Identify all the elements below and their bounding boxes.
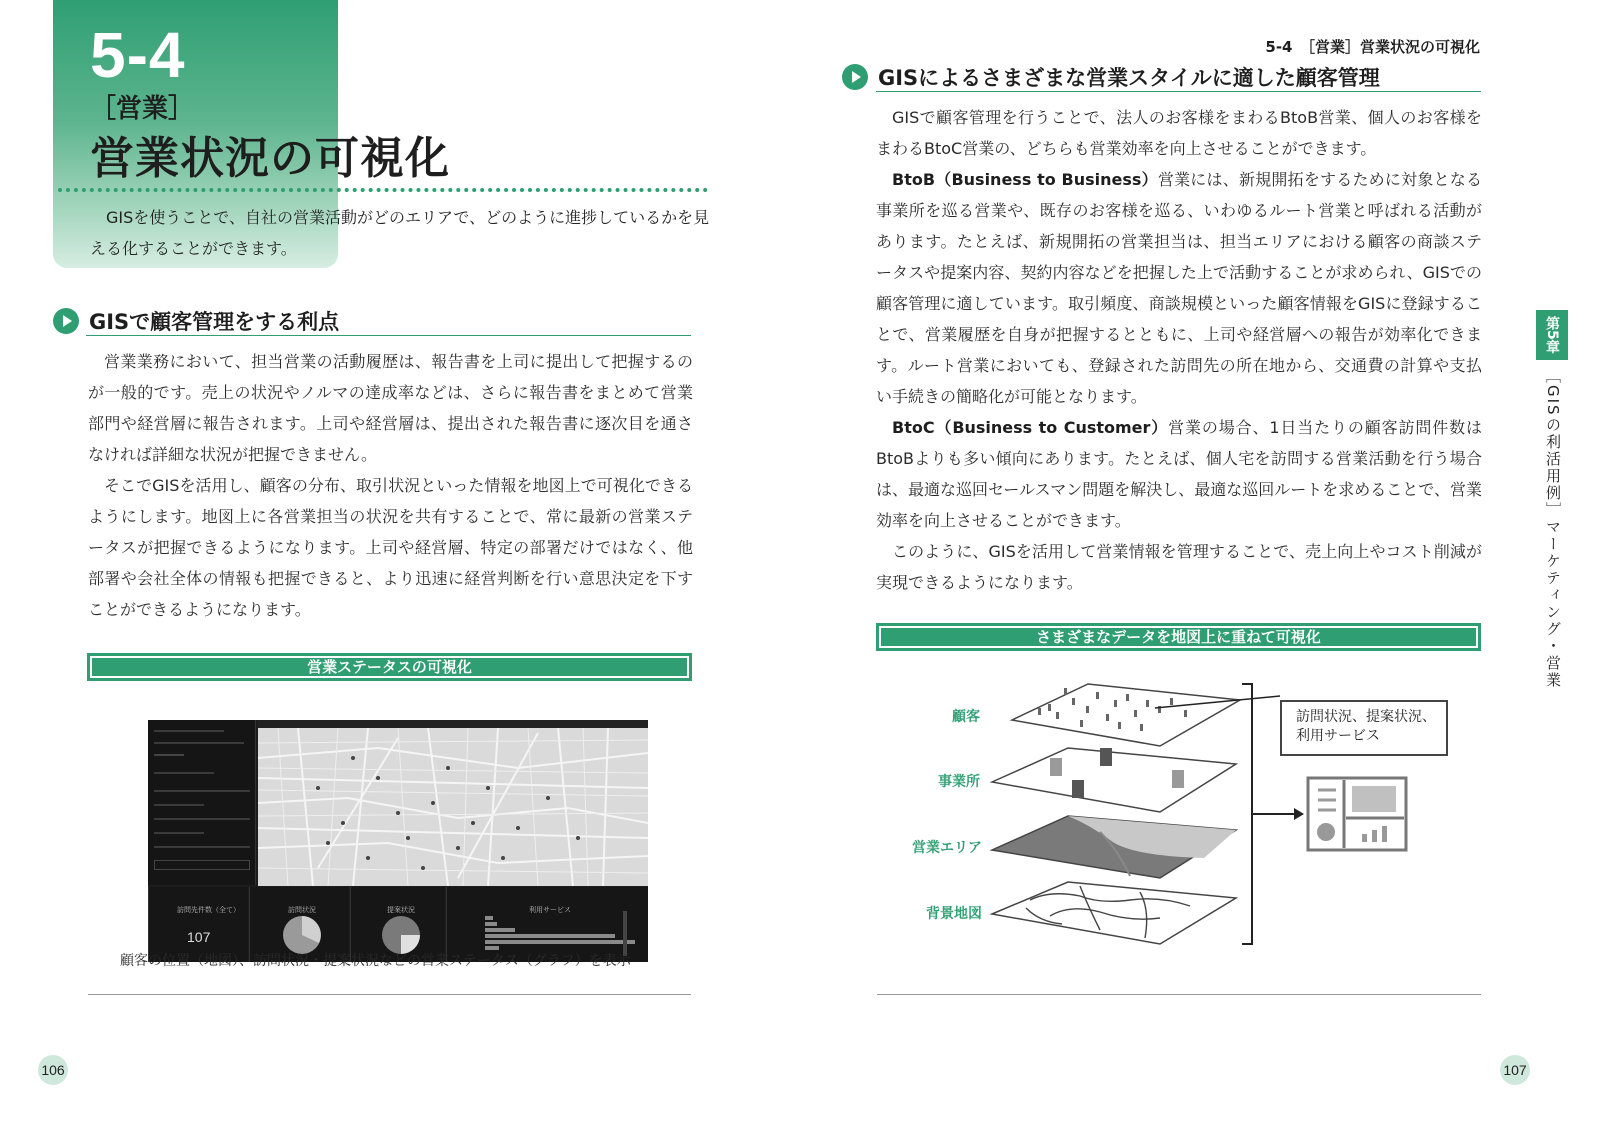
page-number: 106 (38, 1055, 68, 1085)
paragraph (876, 164, 1482, 412)
bold-term: BtoC（Business to Customer） (892, 418, 1169, 437)
chart-label: 提案状況 (387, 906, 415, 914)
paragraph-text: 営業の場合、1日当たりの顧客訪問件数はBtoBよりも多い傾向にあります。たとえば、個人宅を訪問する営業活動を行う場合は、最適な巡回セールスマン問題を解決し、最適な巡回ルートを求めることで、営業効率を向上させることができます。 (876, 418, 1482, 530)
paragraph-text: 営業には、新規開拓をするために対象となる事業所を巡る営業や、既存のお客様を巡る、いわゆるルート営業と呼ばれる活動があります。たとえば、新規開拓の営業担当は、担当エリアにおける顧客の商談ステータスや提案内容、契約内容などを把握した上で活動することが求められ、GISでの顧客管理に適しています。取引頻度、商談規模といった顧客情報をGISに登録することで、営業履歴を自身が把握するとともに、上司や経営層への報告が効率化できます。ルート営業においても、登録された訪問先の所在地から、交通費の計算や支払い手続きの簡略化が可能となります。 (876, 170, 1482, 406)
layer-label-offices: 事業所 (938, 774, 980, 790)
running-head: 5-4 ［営業］営業状況の可視化 (1265, 38, 1480, 56)
page-number: 107 (1500, 1055, 1530, 1085)
paragraph: 営業業務において、担当営業の活動履歴は、報告書を上司に提出して把握するのが一般的です。売上の状況やノルマの達成率などは、さらに報告書をまとめて営業部門や経営層に報告されます。上司や経営層は、提出された報告書に逐次目を通さなければ詳細な状況が把握できません。 (88, 352, 693, 464)
figure-title-bar: 営業ステータスの可視化 (88, 654, 691, 680)
section-heading-2 (842, 62, 1380, 92)
paragraph: このように、GISを活用して営業情報を管理することで、売上向上やコスト削減が実現できるようになります。 (876, 542, 1482, 592)
chapter-number: 5-4 (90, 19, 186, 91)
kpi-value: 107 (187, 929, 211, 945)
figure-title-bar: さまざまなデータを地図上に重ねて可視化 (877, 624, 1480, 650)
dashboard-screenshot (148, 720, 648, 962)
chapter-side-tab: 第5章 (1536, 310, 1568, 360)
play-bullet-icon (842, 64, 868, 90)
callout-line: 訪問状況、提案状況、 (1296, 709, 1436, 725)
section-rule (86, 335, 691, 336)
paragraph (876, 412, 1482, 536)
map-view (258, 728, 648, 886)
layer-label-base-map: 背景地図 (926, 906, 982, 922)
callout-box (1280, 700, 1448, 756)
chart-label: 訪問状況 (288, 906, 316, 914)
section1-body (88, 346, 693, 625)
section2-body (876, 102, 1482, 598)
figure-caption: 顧客の位置（地図）、訪問状況・提案状況などの営業ステータス（グラフ）を表示 (120, 953, 631, 969)
section-heading-1 (53, 306, 339, 336)
dotted-divider (58, 188, 708, 192)
chapter-side-text: ［GISの利活用例］マーケティング・営業 (1544, 368, 1562, 689)
kpi-label: 訪問先件数（全て） (177, 906, 240, 914)
paragraph: そこでGISを活用し、顧客の分布、取引状況といった情報を地図上で可視化できるようにします。地図上に各営業担当の状況を共有することで、常に最新の営業ステータスが把握できるようになります。上司や経営層、特定の部署だけではなく、他部署や会社全体の情報も把握できると、より迅速に経営判断を行い意思決定を下すことができるようになります。 (88, 476, 693, 619)
chapter-tag: ［営業］ (90, 94, 195, 124)
filter-sidebar (148, 720, 256, 885)
section-heading-text: GISで顧客管理をする利点 (89, 310, 340, 334)
street-map-graphic (258, 728, 648, 886)
bold-term: BtoB（Business to Business） (892, 170, 1158, 189)
paragraph: GISで顧客管理を行うことで、法人のお客様をまわるBtoB営業、個人のお客様をまわるBtoC営業の、どちらも営業効率を向上させることができます。 (876, 108, 1482, 158)
map-toolbar (258, 720, 648, 728)
play-bullet-icon (53, 308, 79, 334)
layer-label-sales-area: 営業エリア (912, 840, 982, 856)
callout-line: 利用サービス (1296, 728, 1380, 744)
section-rule (876, 91, 1481, 92)
chart-label: 利用サービス (529, 906, 571, 914)
end-rule (877, 994, 1481, 995)
chapter-title: 営業状況の可視化 (90, 133, 450, 184)
right-page (800, 0, 1600, 1135)
lead-text: GISを使うことで、自社の営業活動がどのエリアで、どのように進捗しているかを見える化することができます。 (90, 208, 710, 258)
end-rule (88, 994, 691, 995)
layer-label-customers: 顧客 (952, 709, 980, 725)
section-heading-text: GISによるさまざまな営業スタイルに適した顧客管理 (878, 66, 1380, 90)
